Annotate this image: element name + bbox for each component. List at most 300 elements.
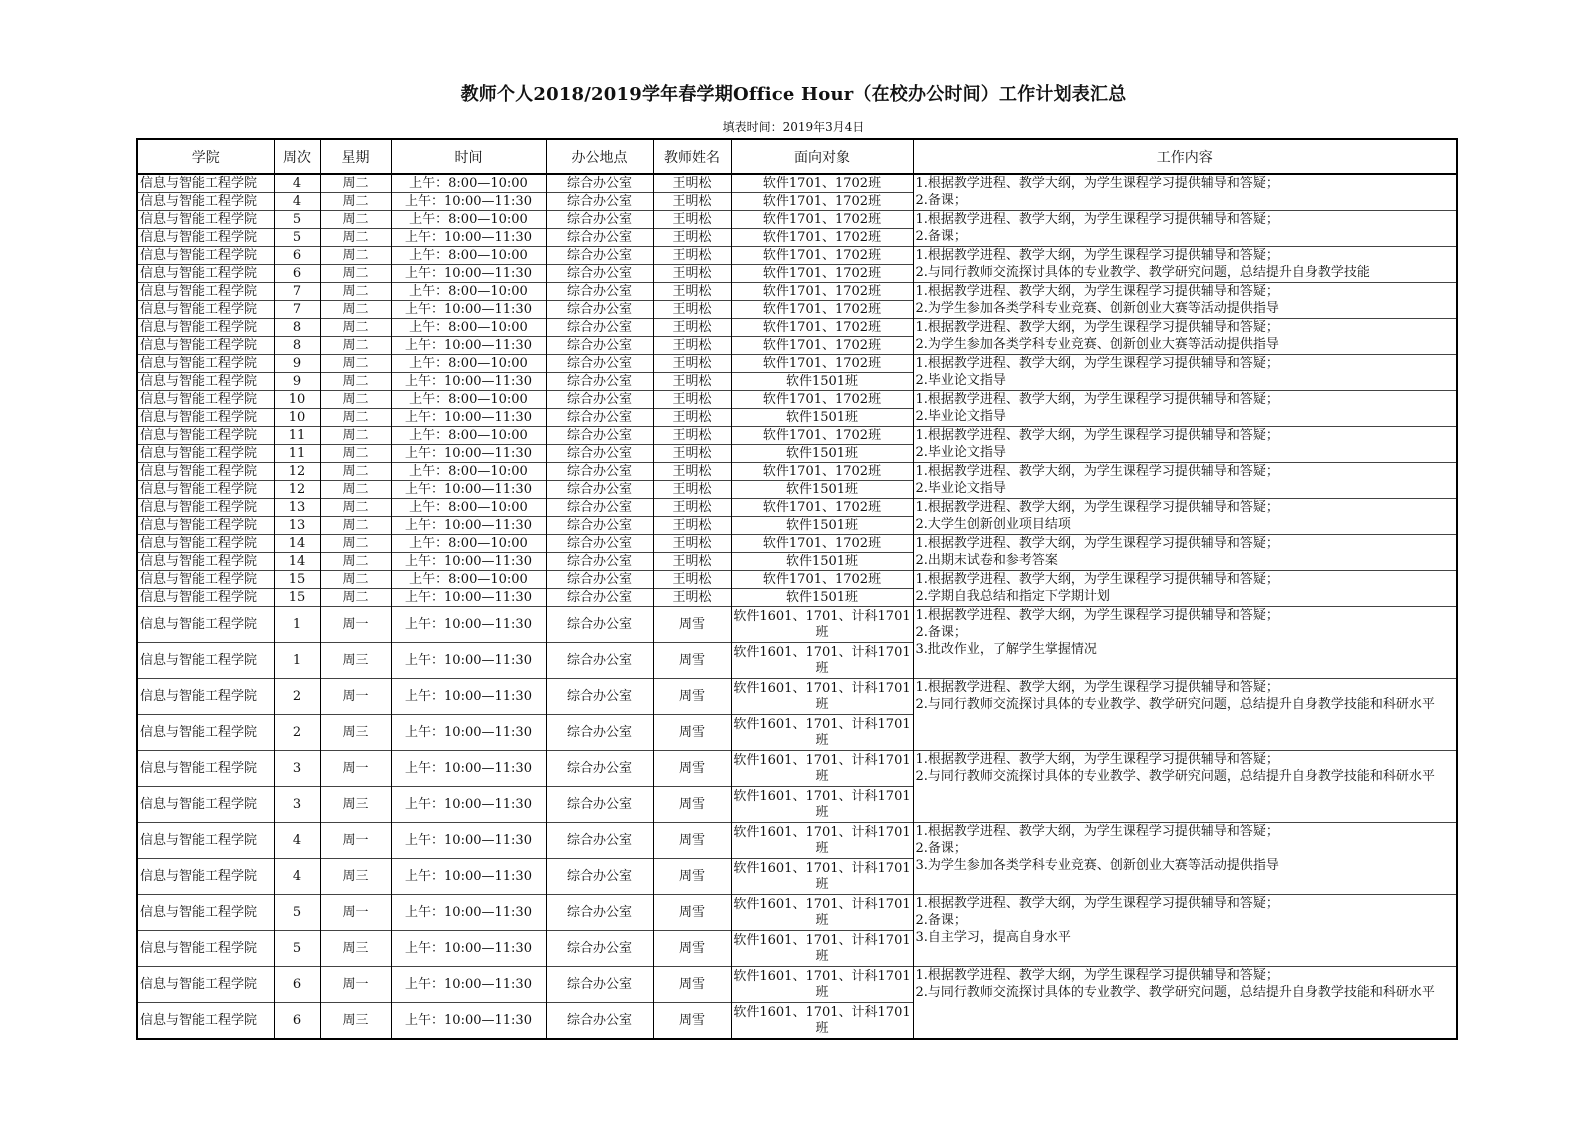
cell-work-content	[913, 535, 1457, 571]
cell-week: 7	[274, 301, 320, 319]
cell-teacher: 王明松	[653, 373, 731, 391]
cell-weekday: 周一	[320, 607, 391, 643]
office-hour-table	[136, 138, 1458, 1040]
work-content-line: 1.根据教学进程、教学大纲，为学生课程学习提供辅导和答疑；	[915, 680, 1279, 695]
cell-teacher: 王明松	[653, 517, 731, 535]
table-row	[137, 247, 1457, 265]
cell-time: 上午：8:00—10:00	[391, 427, 546, 445]
cell-weekday: 周三	[320, 715, 391, 751]
cell-week: 13	[274, 517, 320, 535]
cell-teacher: 周雪	[653, 967, 731, 1003]
cell-college: 信息与智能工程学院	[137, 463, 274, 481]
work-content-line: 2.与同行教师交流探讨具体的专业教学、教学研究问题，总结提升自身教学技能和科研水平	[915, 769, 1435, 784]
cell-teacher: 周雪	[653, 787, 731, 823]
cell-location: 综合办公室	[546, 463, 653, 481]
work-content-line: 1.根据教学进程、教学大纲，为学生课程学习提供辅导和答疑；	[915, 896, 1279, 911]
header-college: 学院	[137, 139, 274, 174]
cell-week: 8	[274, 319, 320, 337]
cell-teacher: 王明松	[653, 535, 731, 553]
cell-location: 综合办公室	[546, 571, 653, 589]
cell-time: 上午：8:00—10:00	[391, 283, 546, 301]
cell-college: 信息与智能工程学院	[137, 283, 274, 301]
cell-teacher: 周雪	[653, 643, 731, 679]
cell-work-content	[913, 247, 1457, 283]
cell-weekday: 周二	[320, 589, 391, 607]
work-content-line: 2.毕业论文指导	[915, 481, 1006, 496]
cell-location: 综合办公室	[546, 481, 653, 499]
cell-weekday: 周二	[320, 319, 391, 337]
cell-time: 上午：10:00—11:30	[391, 589, 546, 607]
work-content-line: 2.毕业论文指导	[915, 445, 1006, 460]
cell-time: 上午：10:00—11:30	[391, 553, 546, 571]
cell-audience: 软件1701、1702班	[731, 337, 913, 355]
work-content-line: 1.根据教学进程、教学大纲，为学生课程学习提供辅导和答疑；	[915, 464, 1279, 479]
work-content-line: 1.根据教学进程、教学大纲，为学生课程学习提供辅导和答疑；	[915, 752, 1279, 767]
cell-time: 上午：10:00—11:30	[391, 265, 546, 283]
cell-weekday: 周三	[320, 859, 391, 895]
cell-college: 信息与智能工程学院	[137, 715, 274, 751]
cell-college: 信息与智能工程学院	[137, 895, 274, 931]
page-title: 教师个人2018/2019学年春学期Office Hour（在校办公时间）工作计划表汇总	[460, 84, 1127, 105]
cell-college: 信息与智能工程学院	[137, 571, 274, 589]
cell-work-content	[913, 499, 1457, 535]
cell-location: 综合办公室	[546, 445, 653, 463]
work-content-line: 1.根据教学进程、教学大纲，为学生课程学习提供辅导和答疑；	[915, 320, 1279, 335]
cell-audience: 软件1601、1701、计科1701班	[731, 859, 913, 895]
cell-college: 信息与智能工程学院	[137, 535, 274, 553]
work-content-line: 2.备课；	[915, 625, 967, 640]
table-row	[137, 571, 1457, 589]
cell-weekday: 周一	[320, 751, 391, 787]
header-row	[137, 139, 1457, 174]
cell-college: 信息与智能工程学院	[137, 373, 274, 391]
cell-weekday: 周三	[320, 931, 391, 967]
cell-college: 信息与智能工程学院	[137, 967, 274, 1003]
cell-audience: 软件1601、1701、计科1701班	[731, 751, 913, 787]
table-row	[137, 283, 1457, 301]
cell-audience: 软件1601、1701、计科1701班	[731, 823, 913, 859]
table-row	[137, 355, 1457, 373]
work-content-line: 2.大学生创新创业项目结项	[915, 517, 1071, 532]
cell-time: 上午：8:00—10:00	[391, 571, 546, 589]
cell-teacher: 王明松	[653, 481, 731, 499]
cell-teacher: 王明松	[653, 553, 731, 571]
work-content-line: 2.与同行教师交流探讨具体的专业教学、教学研究问题，总结提升自身教学技能	[915, 265, 1370, 280]
cell-week: 9	[274, 355, 320, 373]
work-content-line: 2.备课；	[915, 841, 967, 856]
cell-work-content	[913, 174, 1457, 211]
table-row	[137, 679, 1457, 715]
cell-time: 上午：10:00—11:30	[391, 679, 546, 715]
cell-teacher: 王明松	[653, 571, 731, 589]
cell-audience: 软件1601、1701、计科1701班	[731, 967, 913, 1003]
cell-audience: 软件1601、1701、计科1701班	[731, 1003, 913, 1040]
cell-location: 综合办公室	[546, 751, 653, 787]
cell-time: 上午：8:00—10:00	[391, 499, 546, 517]
cell-work-content	[913, 211, 1457, 247]
work-content-line: 2.出期末试卷和参考答案	[915, 553, 1058, 568]
cell-location: 综合办公室	[546, 1003, 653, 1040]
work-content-line: 1.根据教学进程、教学大纲，为学生课程学习提供辅导和答疑；	[915, 608, 1279, 623]
cell-teacher: 王明松	[653, 265, 731, 283]
cell-teacher: 王明松	[653, 301, 731, 319]
cell-teacher: 王明松	[653, 229, 731, 247]
table-row	[137, 174, 1457, 193]
cell-location: 综合办公室	[546, 499, 653, 517]
cell-teacher: 王明松	[653, 391, 731, 409]
cell-time: 上午：8:00—10:00	[391, 319, 546, 337]
cell-weekday: 周二	[320, 301, 391, 319]
cell-college: 信息与智能工程学院	[137, 553, 274, 571]
cell-weekday: 周一	[320, 895, 391, 931]
cell-week: 4	[274, 859, 320, 895]
cell-audience: 软件1501班	[731, 553, 913, 571]
work-content-line: 1.根据教学进程、教学大纲，为学生课程学习提供辅导和答疑；	[915, 500, 1279, 515]
cell-audience: 软件1501班	[731, 517, 913, 535]
cell-week: 11	[274, 427, 320, 445]
work-content-line: 2.备课；	[915, 193, 967, 208]
cell-teacher: 王明松	[653, 589, 731, 607]
cell-location: 综合办公室	[546, 373, 653, 391]
cell-teacher: 王明松	[653, 427, 731, 445]
cell-time: 上午：10:00—11:30	[391, 859, 546, 895]
cell-college: 信息与智能工程学院	[137, 174, 274, 193]
cell-audience: 软件1701、1702班	[731, 571, 913, 589]
cell-week: 13	[274, 499, 320, 517]
cell-audience: 软件1601、1701、计科1701班	[731, 607, 913, 643]
cell-location: 综合办公室	[546, 931, 653, 967]
cell-college: 信息与智能工程学院	[137, 679, 274, 715]
work-content-line: 1.根据教学进程、教学大纲，为学生课程学习提供辅导和答疑；	[915, 176, 1279, 191]
cell-time: 上午：10:00—11:30	[391, 895, 546, 931]
cell-time: 上午：8:00—10:00	[391, 463, 546, 481]
work-content-line: 2.备课；	[915, 913, 967, 928]
work-content-line: 2.与同行教师交流探讨具体的专业教学、教学研究问题，总结提升自身教学技能和科研水平	[915, 697, 1435, 712]
work-content-line: 2.学期自我总结和指定下学期计划	[915, 589, 1110, 604]
cell-audience: 软件1601、1701、计科1701班	[731, 787, 913, 823]
cell-time: 上午：10:00—11:30	[391, 373, 546, 391]
cell-work-content	[913, 751, 1457, 823]
work-content-line: 1.根据教学进程、教学大纲，为学生课程学习提供辅导和答疑；	[915, 248, 1279, 263]
header-content: 工作内容	[913, 139, 1457, 174]
cell-work-content	[913, 679, 1457, 751]
cell-work-content	[913, 607, 1457, 679]
table-row	[137, 751, 1457, 787]
work-content-line: 2.为学生参加各类学科专业竞赛、创新创业大赛等活动提供指导	[915, 337, 1279, 352]
cell-time: 上午：10:00—11:30	[391, 193, 546, 211]
work-content-line: 1.根据教学进程、教学大纲，为学生课程学习提供辅导和答疑；	[915, 356, 1279, 371]
cell-college: 信息与智能工程学院	[137, 517, 274, 535]
header-week: 周次	[274, 139, 320, 174]
cell-week: 10	[274, 391, 320, 409]
cell-work-content	[913, 391, 1457, 427]
cell-college: 信息与智能工程学院	[137, 751, 274, 787]
cell-teacher: 王明松	[653, 409, 731, 427]
work-content-line: 2.为学生参加各类学科专业竞赛、创新创业大赛等活动提供指导	[915, 301, 1279, 316]
cell-audience: 软件1701、1702班	[731, 211, 913, 229]
cell-week: 1	[274, 643, 320, 679]
cell-time: 上午：10:00—11:30	[391, 607, 546, 643]
cell-time: 上午：8:00—10:00	[391, 211, 546, 229]
cell-week: 3	[274, 751, 320, 787]
cell-week: 5	[274, 931, 320, 967]
cell-college: 信息与智能工程学院	[137, 409, 274, 427]
cell-location: 综合办公室	[546, 715, 653, 751]
table-row	[137, 607, 1457, 643]
cell-location: 综合办公室	[546, 967, 653, 1003]
cell-college: 信息与智能工程学院	[137, 445, 274, 463]
cell-week: 7	[274, 283, 320, 301]
cell-week: 6	[274, 247, 320, 265]
cell-audience: 软件1701、1702班	[731, 319, 913, 337]
cell-weekday: 周二	[320, 247, 391, 265]
cell-work-content	[913, 895, 1457, 967]
cell-work-content	[913, 823, 1457, 895]
cell-weekday: 周二	[320, 283, 391, 301]
cell-audience: 软件1701、1702班	[731, 535, 913, 553]
cell-week: 4	[274, 193, 320, 211]
cell-college: 信息与智能工程学院	[137, 337, 274, 355]
cell-week: 3	[274, 787, 320, 823]
work-content-line: 3.自主学习，提高自身水平	[915, 930, 1071, 945]
cell-teacher: 周雪	[653, 607, 731, 643]
cell-week: 2	[274, 679, 320, 715]
cell-week: 2	[274, 715, 320, 751]
cell-location: 综合办公室	[546, 859, 653, 895]
cell-week: 12	[274, 463, 320, 481]
cell-time: 上午：10:00—11:30	[391, 823, 546, 859]
cell-location: 综合办公室	[546, 409, 653, 427]
cell-location: 综合办公室	[546, 337, 653, 355]
cell-work-content	[913, 463, 1457, 499]
cell-week: 12	[274, 481, 320, 499]
cell-work-content	[913, 967, 1457, 1040]
cell-college: 信息与智能工程学院	[137, 247, 274, 265]
cell-college: 信息与智能工程学院	[137, 643, 274, 679]
cell-location: 综合办公室	[546, 174, 653, 193]
cell-week: 14	[274, 535, 320, 553]
cell-weekday: 周二	[320, 373, 391, 391]
cell-teacher: 周雪	[653, 823, 731, 859]
cell-weekday: 周二	[320, 355, 391, 373]
cell-weekday: 周二	[320, 265, 391, 283]
cell-time: 上午：10:00—11:30	[391, 517, 546, 535]
table-row	[137, 319, 1457, 337]
cell-location: 综合办公室	[546, 427, 653, 445]
cell-weekday: 周二	[320, 445, 391, 463]
work-content-line: 1.根据教学进程、教学大纲，为学生课程学习提供辅导和答疑；	[915, 428, 1279, 443]
cell-week: 6	[274, 967, 320, 1003]
cell-week: 4	[274, 823, 320, 859]
cell-time: 上午：10:00—11:30	[391, 931, 546, 967]
work-content-line: 2.备课；	[915, 229, 967, 244]
cell-audience: 软件1701、1702班	[731, 355, 913, 373]
cell-audience: 软件1501班	[731, 445, 913, 463]
cell-week: 6	[274, 1003, 320, 1040]
cell-week: 14	[274, 553, 320, 571]
cell-weekday: 周三	[320, 787, 391, 823]
cell-college: 信息与智能工程学院	[137, 787, 274, 823]
cell-college: 信息与智能工程学院	[137, 823, 274, 859]
cell-teacher: 王明松	[653, 283, 731, 301]
cell-teacher: 王明松	[653, 247, 731, 265]
cell-college: 信息与智能工程学院	[137, 499, 274, 517]
cell-audience: 软件1501班	[731, 373, 913, 391]
work-content-line: 3.为学生参加各类学科专业竞赛、创新创业大赛等活动提供指导	[915, 858, 1279, 873]
header-time: 时间	[391, 139, 546, 174]
cell-college: 信息与智能工程学院	[137, 319, 274, 337]
cell-work-content	[913, 355, 1457, 391]
cell-college: 信息与智能工程学院	[137, 355, 274, 373]
cell-weekday: 周一	[320, 679, 391, 715]
cell-week: 11	[274, 445, 320, 463]
cell-weekday: 周三	[320, 1003, 391, 1040]
cell-location: 综合办公室	[546, 265, 653, 283]
cell-location: 综合办公室	[546, 823, 653, 859]
cell-weekday: 周二	[320, 391, 391, 409]
cell-college: 信息与智能工程学院	[137, 931, 274, 967]
cell-teacher: 王明松	[653, 211, 731, 229]
cell-time: 上午：8:00—10:00	[391, 174, 546, 193]
cell-week: 10	[274, 409, 320, 427]
cell-audience: 软件1701、1702班	[731, 391, 913, 409]
cell-teacher: 王明松	[653, 445, 731, 463]
cell-audience: 软件1601、1701、计科1701班	[731, 715, 913, 751]
cell-time: 上午：8:00—10:00	[391, 247, 546, 265]
cell-audience: 软件1701、1702班	[731, 193, 913, 211]
cell-college: 信息与智能工程学院	[137, 607, 274, 643]
table-row	[137, 211, 1457, 229]
cell-work-content	[913, 283, 1457, 319]
work-content-line: 1.根据教学进程、教学大纲，为学生课程学习提供辅导和答疑；	[915, 212, 1279, 227]
cell-teacher: 王明松	[653, 319, 731, 337]
cell-weekday: 周二	[320, 337, 391, 355]
cell-teacher: 周雪	[653, 931, 731, 967]
cell-weekday: 周二	[320, 229, 391, 247]
cell-teacher: 王明松	[653, 337, 731, 355]
cell-location: 综合办公室	[546, 247, 653, 265]
cell-location: 综合办公室	[546, 607, 653, 643]
cell-location: 综合办公室	[546, 391, 653, 409]
cell-teacher: 王明松	[653, 174, 731, 193]
cell-weekday: 周一	[320, 823, 391, 859]
cell-weekday: 周二	[320, 553, 391, 571]
cell-location: 综合办公室	[546, 355, 653, 373]
cell-location: 综合办公室	[546, 679, 653, 715]
cell-audience: 软件1701、1702班	[731, 463, 913, 481]
cell-audience: 软件1601、1701、计科1701班	[731, 895, 913, 931]
cell-college: 信息与智能工程学院	[137, 481, 274, 499]
cell-teacher: 周雪	[653, 895, 731, 931]
header-weekday: 星期	[320, 139, 391, 174]
cell-audience: 软件1701、1702班	[731, 301, 913, 319]
work-content-line: 1.根据教学进程、教学大纲，为学生课程学习提供辅导和答疑；	[915, 572, 1279, 587]
cell-teacher: 周雪	[653, 859, 731, 895]
cell-time: 上午：10:00—11:30	[391, 229, 546, 247]
cell-teacher: 周雪	[653, 751, 731, 787]
cell-audience: 软件1601、1701、计科1701班	[731, 679, 913, 715]
cell-location: 综合办公室	[546, 283, 653, 301]
cell-location: 综合办公室	[546, 787, 653, 823]
cell-audience: 软件1501班	[731, 589, 913, 607]
table-row	[137, 895, 1457, 931]
cell-college: 信息与智能工程学院	[137, 211, 274, 229]
cell-teacher: 王明松	[653, 355, 731, 373]
cell-teacher: 周雪	[653, 679, 731, 715]
cell-weekday: 周二	[320, 174, 391, 193]
table-row	[137, 535, 1457, 553]
cell-location: 综合办公室	[546, 589, 653, 607]
cell-audience: 软件1701、1702班	[731, 247, 913, 265]
cell-teacher: 周雪	[653, 1003, 731, 1040]
cell-weekday: 周二	[320, 481, 391, 499]
cell-audience: 软件1701、1702班	[731, 265, 913, 283]
cell-time: 上午：10:00—11:30	[391, 481, 546, 499]
cell-weekday: 周一	[320, 967, 391, 1003]
cell-weekday: 周二	[320, 517, 391, 535]
table-row	[137, 391, 1457, 409]
cell-audience: 软件1601、1701、计科1701班	[731, 931, 913, 967]
header-audience: 面向对象	[731, 139, 913, 174]
work-content-line: 2.与同行教师交流探讨具体的专业教学、教学研究问题，总结提升自身教学技能和科研水平	[915, 985, 1435, 1000]
fill-date: 填表时间：2019年3月4日	[722, 120, 865, 134]
work-content-line: 1.根据教学进程、教学大纲，为学生课程学习提供辅导和答疑；	[915, 284, 1279, 299]
cell-time: 上午：10:00—11:30	[391, 409, 546, 427]
table-row	[137, 499, 1457, 517]
cell-college: 信息与智能工程学院	[137, 427, 274, 445]
cell-time: 上午：10:00—11:30	[391, 751, 546, 787]
cell-weekday: 周三	[320, 643, 391, 679]
cell-audience: 软件1601、1701、计科1701班	[731, 643, 913, 679]
cell-week: 4	[274, 174, 320, 193]
cell-time: 上午：10:00—11:30	[391, 715, 546, 751]
cell-teacher: 周雪	[653, 715, 731, 751]
header-teacher: 教师姓名	[653, 139, 731, 174]
cell-audience: 软件1501班	[731, 409, 913, 427]
work-content-line: 2.毕业论文指导	[915, 409, 1006, 424]
cell-location: 综合办公室	[546, 643, 653, 679]
cell-week: 6	[274, 265, 320, 283]
cell-audience: 软件1701、1702班	[731, 174, 913, 193]
cell-weekday: 周二	[320, 427, 391, 445]
cell-audience: 软件1701、1702班	[731, 499, 913, 517]
cell-work-content	[913, 571, 1457, 607]
cell-week: 8	[274, 337, 320, 355]
table-row	[137, 967, 1457, 1003]
cell-weekday: 周二	[320, 499, 391, 517]
cell-time: 上午：10:00—11:30	[391, 967, 546, 1003]
cell-teacher: 王明松	[653, 499, 731, 517]
cell-college: 信息与智能工程学院	[137, 265, 274, 283]
cell-time: 上午：10:00—11:30	[391, 337, 546, 355]
table-row	[137, 427, 1457, 445]
cell-time: 上午：10:00—11:30	[391, 301, 546, 319]
cell-location: 综合办公室	[546, 229, 653, 247]
cell-week: 5	[274, 211, 320, 229]
cell-audience: 软件1701、1702班	[731, 229, 913, 247]
work-content-line: 2.毕业论文指导	[915, 373, 1006, 388]
cell-location: 综合办公室	[546, 517, 653, 535]
cell-week: 5	[274, 229, 320, 247]
cell-work-content	[913, 319, 1457, 355]
cell-weekday: 周二	[320, 409, 391, 427]
cell-weekday: 周二	[320, 193, 391, 211]
cell-week: 15	[274, 589, 320, 607]
cell-audience: 软件1701、1702班	[731, 427, 913, 445]
cell-audience: 软件1501班	[731, 481, 913, 499]
cell-week: 5	[274, 895, 320, 931]
cell-time: 上午：8:00—10:00	[391, 391, 546, 409]
